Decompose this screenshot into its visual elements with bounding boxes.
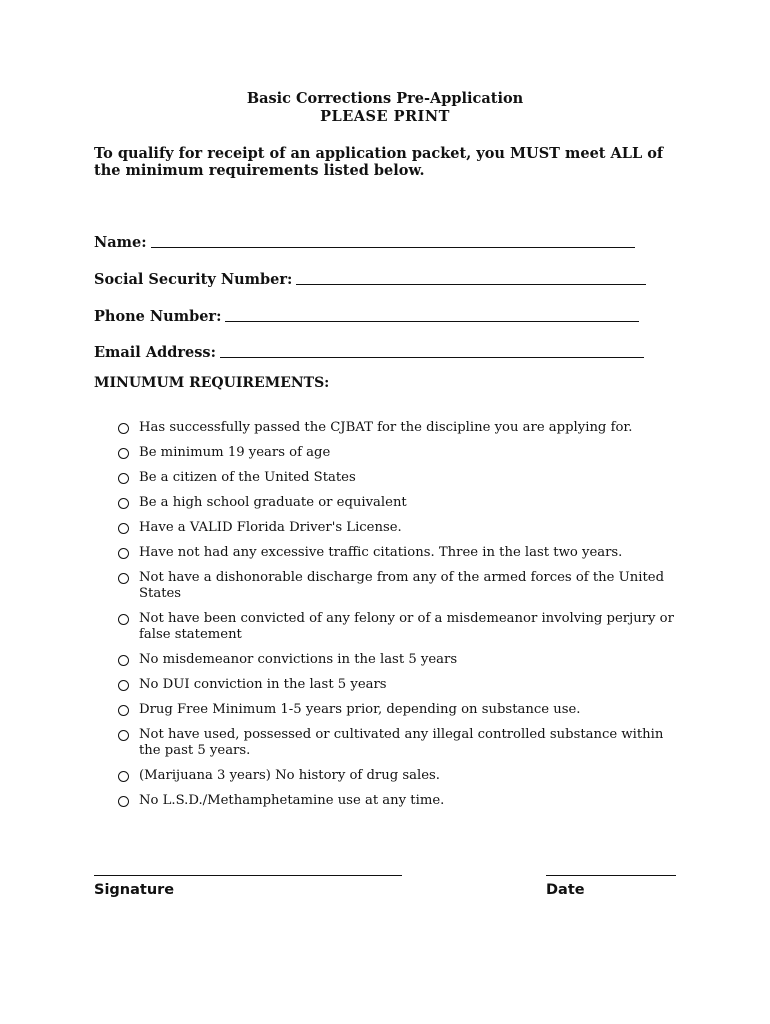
list-item xyxy=(118,445,688,461)
requirement-text: Not have a dishonorable discharge from any of the armed forces of the United States xyxy=(139,570,665,601)
requirement-text: No L.S.D./Methamphetamine use at any time. xyxy=(139,793,445,808)
circle-bullet-icon[interactable] xyxy=(118,655,129,666)
circle-bullet-icon[interactable] xyxy=(118,573,129,584)
requirement-text: Have a VALID Florida Driver's License. xyxy=(139,520,402,535)
email-field-row xyxy=(94,339,644,361)
requirements-list xyxy=(118,420,688,818)
circle-bullet-icon[interactable] xyxy=(118,771,129,782)
requirement-text: Be a citizen of the United States xyxy=(139,470,356,485)
list-item xyxy=(118,495,688,511)
email-input-line[interactable] xyxy=(220,357,644,358)
phone-label: Phone Number: xyxy=(94,308,222,325)
requirement-text: No misdemeanor convictions in the last 5 years xyxy=(139,652,458,667)
requirement-text: Be a high school graduate or equivalent xyxy=(139,495,407,510)
requirement-text: Has successfully passed the CJBAT for the discipline you are applying for. xyxy=(139,420,633,435)
list-item xyxy=(118,470,688,486)
ssn-input-line[interactable] xyxy=(296,284,646,285)
circle-bullet-icon[interactable] xyxy=(118,796,129,807)
name-label: Name: xyxy=(94,234,147,251)
name-field-row xyxy=(94,229,635,251)
email-label: Email Address: xyxy=(94,344,216,361)
ssn-field-row xyxy=(94,266,646,288)
circle-bullet-icon[interactable] xyxy=(118,705,129,716)
name-input-line[interactable] xyxy=(151,247,635,248)
phone-field-row xyxy=(94,303,639,325)
list-item xyxy=(118,793,688,809)
list-item xyxy=(118,520,688,536)
circle-bullet-icon[interactable] xyxy=(118,523,129,534)
circle-bullet-icon[interactable] xyxy=(118,680,129,691)
circle-bullet-icon[interactable] xyxy=(118,423,129,434)
intro-text: To qualify for receipt of an application packet, you MUST meet ALL of the minimum requirements listed below. xyxy=(94,145,664,179)
circle-bullet-icon[interactable] xyxy=(118,473,129,484)
list-item xyxy=(118,727,688,759)
list-item xyxy=(118,545,688,561)
requirement-text: Drug Free Minimum 1-5 years prior, depending on substance use. xyxy=(139,702,581,717)
circle-bullet-icon[interactable] xyxy=(118,498,129,509)
ssn-label: Social Security Number: xyxy=(94,271,293,288)
circle-bullet-icon[interactable] xyxy=(118,448,129,459)
circle-bullet-icon[interactable] xyxy=(118,730,129,741)
requirement-text: Not have been convicted of any felony or of a misdemeanor involving perjury or false statement xyxy=(139,611,674,642)
list-item xyxy=(118,702,688,718)
date-label: Date xyxy=(546,882,585,898)
signature-line[interactable] xyxy=(94,875,402,876)
list-item xyxy=(118,611,688,643)
list-item xyxy=(118,652,688,668)
list-item xyxy=(118,570,688,602)
requirement-text: Have not had any excessive traffic citations. Three in the last two years. xyxy=(139,545,623,560)
list-item xyxy=(118,420,688,436)
list-item xyxy=(118,677,688,693)
list-item xyxy=(118,768,688,784)
title-block xyxy=(0,90,770,126)
page-title: Basic Corrections Pre-Application xyxy=(246,90,524,107)
requirement-text: No DUI conviction in the last 5 years xyxy=(139,677,387,692)
page-subtitle: PLEASE PRINT xyxy=(320,108,450,125)
requirement-text: Not have used, possessed or cultivated any illegal controlled substance within the past 5 years. xyxy=(139,727,664,758)
date-line[interactable] xyxy=(546,875,676,876)
requirement-text: Be minimum 19 years of age xyxy=(139,445,331,460)
circle-bullet-icon[interactable] xyxy=(118,548,129,559)
circle-bullet-icon[interactable] xyxy=(118,614,129,625)
signature-label: Signature xyxy=(94,882,175,898)
phone-input-line[interactable] xyxy=(225,321,639,322)
requirements-heading: MINUMUM REQUIREMENTS: xyxy=(94,375,330,391)
requirement-text: (Marijuana 3 years) No history of drug sales. xyxy=(139,768,440,783)
